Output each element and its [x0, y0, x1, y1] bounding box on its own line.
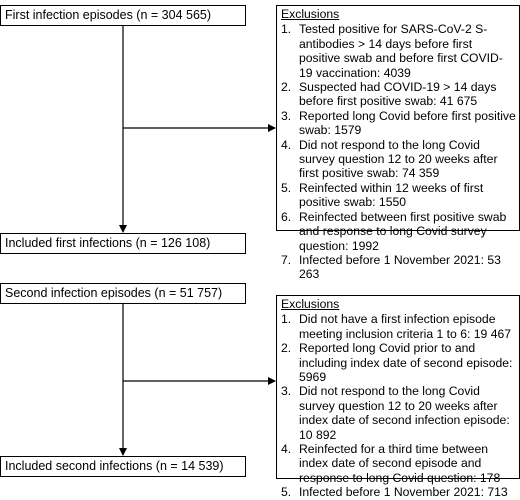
second-exclusion-item: 4. Reinfected for a third time between index date of second episode and response to long Covid question: 178: [281, 442, 501, 485]
first-exclusion-item: 1. Tested positive for SARS-CoV-2 S-antibodies > 14 days before first positive swab and before first COVID-19 vaccination: 4039: [281, 22, 503, 80]
first-infection-episodes-box: [0, 5, 246, 26]
included-first-infections-label: Included first infections (n = 126 108): [5, 236, 211, 250]
second-exclusions-title: Exclusions: [281, 297, 340, 311]
first-exclusion-item: 3. Reported long Covid before first positive swab: 1579: [281, 108, 516, 138]
included-first-infections-box: [0, 233, 246, 254]
first-exclusion-item: 5. Reinfected within 12 weeks of first positive swab: 1550: [281, 180, 484, 210]
second-exclusions-box: [276, 295, 520, 500]
second-infection-episodes-label: Second infection episodes (n = 51 757): [5, 286, 223, 300]
first-exclusions-box: [276, 5, 520, 282]
second-exclusion-item: 2. Reported long Covid prior to and including index date of second episode: 5969: [281, 341, 513, 385]
second-exclusion-item: 5. Infected before 1 November 2021: 713: [281, 485, 508, 500]
second-exclusion-item: 1. Did not have a first infection episode meeting inclusion criteria 1 to 6: 19 467: [281, 312, 512, 341]
first-exclusions-list: [281, 22, 516, 281]
first-exclusion-item: 2. Suspected had COVID-19 > 14 days before first positive swab: 41 675: [281, 80, 497, 109]
first-exclusion-item: 6. Reinfected between first positive swab and response to long Covid survey question: 1992: [281, 209, 507, 253]
first-exclusion-item: 4. Did not respond to the long Covid survey question 12 to 20 weeks after first positive swab: 74 359: [281, 137, 498, 181]
second-infection-episodes-box: [0, 283, 246, 304]
included-second-infections-label: Included second infections (n = 14 539): [5, 459, 224, 473]
first-infection-episodes-label: First infection episodes (n = 304 565): [5, 8, 212, 22]
second-exclusions-list: [281, 312, 516, 499]
first-exclusions-title: Exclusions: [281, 7, 340, 21]
second-exclusion-item: 3. Did not respond to the long Covid survey question 12 to 20 weeks after index date of second infection episode: 10 892: [281, 384, 510, 442]
included-second-infections-box: [0, 456, 246, 477]
first-exclusion-item: 7. Infected before 1 November 2021: 53 263: [281, 252, 501, 282]
